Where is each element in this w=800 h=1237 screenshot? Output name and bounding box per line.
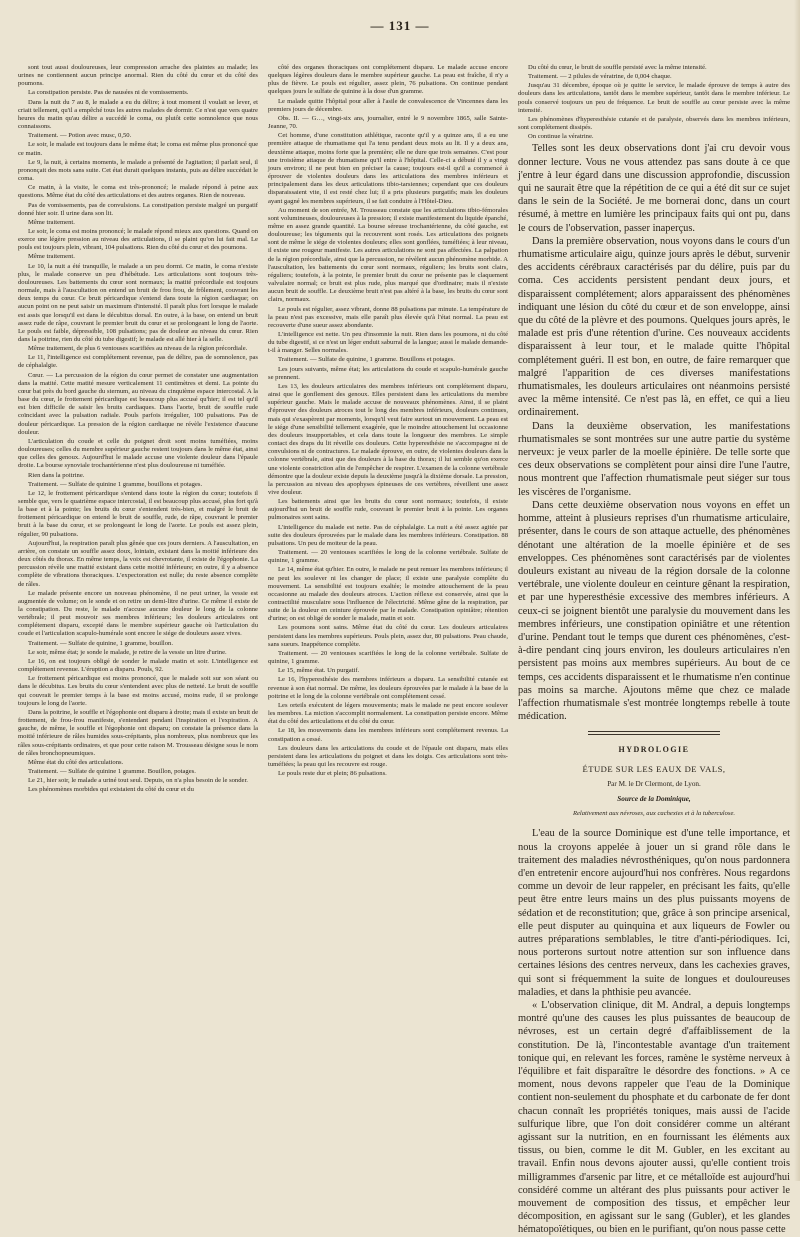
paragraph: Le 16, l'hyperesthésie des membres inférieurs a disparu. La sensibilité cutanée est revenue à son état normal. De même, les douleurs éprouvées par le malade à la base de la poitrine et le long de la colonne vertébrale ont complétement cessé. <box>268 676 508 700</box>
paragraph: Ce matin, à la visite, le coma est très-prononcé; le malade répond à peine aux questions. Même état du côté des articulations et des autres organes. Rien de nouveau. <box>18 184 258 200</box>
article-subtitle: Relativement aux névroses, aux cachexies et à la tuberculose. <box>572 810 736 818</box>
paragraph: Le soir, le coma est moins prononcé; le malade répond mieux aux questions. Quand on exerce une légère pression au niveau des articulations, il se plaint qu'on lui fait mal. Le pouls est toujours plein, vibrant, 104 pulsations. Rien du côté du cœur et des poumons. <box>18 227 258 252</box>
paragraph: Le soir, le malade est toujours dans le même état; le coma est même plus prononcé que ce matin. <box>18 141 258 157</box>
paragraph: Traitement. — Sulfate de quinine 1 gramme, bouillons et potages. <box>28 480 203 488</box>
paragraph: Pas de vomissements, pas de convulsions. La constipation persiste malgré un purgatif donné hier soir. Il urine dans son lit. <box>18 201 258 217</box>
paragraph: Le soir, même état; je sonde le malade, je retire de la vessie un litre d'urine. <box>28 648 227 656</box>
paragraph: Rien dans la poitrine. <box>28 471 85 479</box>
paragraph: Les jours suivants, même état; les articulations du coude et scapulo-humérale gauche se prennent. <box>268 365 508 381</box>
paragraph: Traitement. — 20 ventouses scarifiées le long de la colonne vertébrale. Sulfate de quinine, 1 gramme. <box>268 649 508 666</box>
column-2 <box>268 64 508 1237</box>
paragraph: Traitement. — Sulfate de quinine, 1 gramme. Bouillons et potages. <box>278 356 455 364</box>
paragraph: Dans cette deuxième observation nous voyons en effet un homme, atteint à plusieurs reprises d'un rhumatisme articulaire, présenter, dans le cours de son attaque actuelle, des phénomènes dénotant une altération de la moelle épinière et de ses enveloppes. Ces phénomènes sont caractérisés par de violentes douleurs existant au niveau de la région dorsale de la colonne vertébrale, une violente douleur en ceinture gênant la respiration, et par une hyperesthésie excessive des membres inférieurs. A ceux-ci se joignent bientôt une paralysie du mouvement dans les membres inférieurs, une constipation opiniâtre et une rétention d'urine. Pendant tout le temps que durent ces phénomènes, c'est-à-dire pendant cinq jours environ, les douleurs articulaires n'en persistent pas moins aux membres supérieurs. Au bout de ce temps, ces accidents disparaissent et le rhumatisme n'en continue pas moins sa marche. Ajoutons même que chez ce malade l'affection rhumatismale s'est montrée longtemps rebelle à toute médication. <box>518 499 790 723</box>
paragraph: Les douleurs dans les articulations du coude et de l'épaule ont disparu, mais elles persistent dans les articulations du poignet et dans les doigts. Ces articulations sont très-tuméfiées; la peau qui les recouvre est rouge. <box>268 744 508 768</box>
paragraph: Le 18, les mouvements dans les membres inférieurs sont complétement revenus. La constipation a cessé. <box>268 727 508 743</box>
paragraph: Le pouls est régulier, assez vibrant, donne 88 pulsations par minute. La température de la peau n'est pas excessive, mais elle paraît plus élevée qu'à l'état normal. La peau est recouverte d'une sueur assez abondante. <box>268 305 508 329</box>
paragraph: Le 15, même état. Un purgatif. <box>278 667 360 675</box>
article-byline: Par M. le Dr Clermont, de Lyon. <box>607 780 701 789</box>
paragraph: Dans la deuxième observation, les manifestations rhumatismales se sont montrées sur une autre partie du système nerveux: je veux parler de la moelle épinière. De telle sorte que ces deux observations se complètent pour ainsi dire l'une l'autre, nous montrent que l'affection rhumatismale peut siéger sur tous les viscères de l'organisme. <box>518 420 790 498</box>
article-title: ÉTUDE SUR LES EAUX DE VALS, <box>582 764 726 775</box>
paragraph: L'eau de la source Dominique est d'une telle importance, et nous la croyons appelée à jouer un si grand rôle dans le traitement des maladies névrosthéniques, qu'on nous pardonnera d'en entretenir encore aujourd'hui nos confrères. Nous regardons comme un devoir de leur rappeler, en précisant les faits, qu'elle peut être entre leurs mains un des plus puissants moyens de sédation et de reconstitution; que, grâce à son principe arsenical, elle peut disputer au quinquina et aux liqueurs de Fowler ou autres préparations semblables, le titre d'anti-périodiques. Ici, nous porterons surtout notre attention sur son influence dans certaines lésions des centres nerveux, dans les cachexies graves, qui sont si fréquemment la suite de longues et douloureuses maladies, et dans la phthisie peu avancée. <box>518 828 790 998</box>
paragraph: Traitement. — 2 pilules de vératrine, de 0,004 chaque. <box>528 73 672 81</box>
paragraph: Les phénomènes d'hyperesthésie cutanée et de paralysie, observés dans les membres inférieurs, sont complétement dissipés. <box>518 115 790 132</box>
paragraph: Aujourd'hui, la respiration paraît plus gênée que ces jours derniers. A l'auscultation, en arrière, on constate un souffle assez doux, lointain, existant dans la moitié inférieure des deux côtés du thorax. En même temps, la voix est chevrotante, il existe de l'égophonie. La percussion révèle une matité existant dans cette moitié inférieure; en outre, il y a absence complète de vibrations thoraciques. L'expectoration est nulle; du reste absence complète de râles. <box>18 539 258 588</box>
column-3-discussion <box>518 142 790 723</box>
paragraph: L'intelligence du malade est nette. Pas de céphalalgie. La nuit a été assez agitée par suite des douleurs éprouvées par le malade dans les membres inférieurs. Constipation. 88 pulsations. Un peu de moiteur de la peau. <box>268 523 508 547</box>
paragraph: Le malade quitte l'hôpital pour aller à l'asile de convalescence de Vincennes dans les premiers jours de décembre. <box>268 97 508 113</box>
column-1 <box>18 64 258 1237</box>
paragraph: Le malade présente encore un nouveau phénomène, il ne peut uriner, la vessie est augmentée de volume; on le sonde et on retire un demi-litre d'urine. Ce même il existe de la constipation. Du reste, le malade n'accuse aucune douleur le long de la colonne vertébrale; il peut mouvoir ses membres inférieurs; les douleurs articulaires ont complétement disparu, excepté dans le membre supérieur gauche où l'articulation du coude et l'articulation scapulo-humérale sont encore le siége de douleurs assez vives. <box>18 589 258 638</box>
paragraph: Du côté du cœur, le bruit de souffle persisté avec la même intensité. <box>528 64 707 71</box>
paragraph: Les 13, les douleurs articulaires des membres inférieurs ont complétement disparu, ainsi que le gonflement des genoux. Elles persistent dans les articulations du membre supérieur gauche. Mais le malade accuse de nouveaux phénomènes. Ainsi, il se plaint d'éprouver des douleurs atroces tout le long des membres inférieurs, douleurs continues, mais qui s'exaspèrent par moments, lorsqu'il veut faire surtout un mouvement. La peau est le siége d'une sensibilité tellement exagérée, que le moindre attouchement lui occasionne des douleurs insupportables, et cela dans toute la longueur des membres. Le simple contact des draps du lit réveille ces douleurs. Cette hyperesthésie ne s'accompagne ni de convulsions ni de contractures. Le malade éprouve, en outre, de violentes douleurs dans la colonne vertébrale, ainsi que des douleurs à la base du thorax; il lui semble qu'on exerce une violente constriction afin de l'empêcher de respirer. L'examen de la colonne vertébrale démontre que la douleur existe depuis la deuxième jusqu'à la dixième dorsale. La pression, la percussion au niveau des apophyses épineuses de ces vertèbres, réveillent une assez vive douleur. <box>268 382 508 496</box>
paragraph: Les poumons sont sains. Même état du côté du cœur. Les douleurs articulaires persistent dans les membres supérieurs. Pouls plein, assez dur, 80 pulsations. Peau chaude, sans sueurs. Inappétence complète. <box>268 624 508 648</box>
paragraph: Même état du côté des articulations. <box>28 758 124 766</box>
paragraph: Le frottement péricardique est moins prononcé, que le malade soit sur son séant ou dans le décubitus. Les bruits du cœur s'entendent avec plus de netteté. Le bruit de souffle qui couvrait le premier temps à la base est moins accusé, moins rude, il se prolonge toujours le long de l'aorte. <box>18 675 258 707</box>
paragraph: Jusqu'au 31 décembre, époque où je quitte le service, le malade éprouve de temps à autre des douleurs dans les articulations, tantôt dans le membre supérieur, tantôt dans le membre inférieur. Le pouls conservé toujours un peu de fréquence. Le bruit de souffle au cœur persiste avec la même intensité. <box>518 82 790 114</box>
paragraph: « L'observation clinique, dit M. Andral, a depuis longtemps montré qu'une des causes les plus puissantes de beaucoup de névroses, est un certain degré d'affaiblissement de la constitution. De là, l'incontestable avantage d'un traitement tonique qui, en relevant les forces, ramène le système nerveux à l'équilibre et fait disparaître le désordre des fonctions. » A ce moment, nous devons rappeler que l'eau de la Dominique contient non-seulement du phosphate et du carbonate de fer dont chacun connaît les propriétés toniques, mais aussi de l'acide sulfurique libre, que l'on doit considérer comme un altérant agissant sur la nutrition, en en fournissant les éléments aux tissus, ou bien, comme le dit M. Gubler, en les excitant au travail. Enfin nous devons ajouter aussi, qu'elle contient trois milligrammes d'arsenic par litre, et ce métalloïde est aujourd'hui considéré comme un altérant des plus puissants pour activer le mouvement de composition des tissus, et empêcher leur décomposition, en agissant sur le sang (Gubler), et les glandes hématopoïétiques, ou bien en le purifiant, qu'on nous passe cette <box>518 999 790 1236</box>
paragraph: Les orteils exécutent de légers mouvements; mais le malade ne peut encore soulever les membres. La miction s'accomplit normalement. La constipation persiste encore. Même état du côté des articulations et du côté du cœur. <box>268 701 508 726</box>
paragraph: L'articulation du coude et celle du poignet droit sont moins tuméfiées, moins douloureuses; celles du membre supérieur gauche restent toujours dans le même état, ainsi que celles des genoux. Aujourd'hui le malade accuse une violente douleur dans l'épaule droite. La bourse synoviale trochantérienne n'est plus douloureuse ni tuméfiée. <box>18 437 258 470</box>
paragraph: Dans la poitrine, le souffle et l'égophonie ont disparu à droite; mais il existe un bruit de frottement, de frou-frou manifeste, s'entendant pendant l'inspiration et l'expiration. A gauche, de même, le souffle et l'égophonie ont disparu; on constate la présence dans la moitié inférieure de râles humides sous-crépitants, plus nombreux, plus nombreux que les râles sous-crépitants ordinaires, et que pour cette raison M. Trousseau désigne sous le nom de râles bronchopneumiques. <box>18 708 258 757</box>
paragraph: Traitement. — Potion avec musc, 0,50. <box>28 132 132 140</box>
paragraph: Le 12, le frottement péricardique s'entend dans toute la région du cœur; toutefois il semble que, vers le quatrième espace intercostal, il est beaucoup plus accusé, plus fort qu'à la base et à la pointe; les bruits du cœur s'entendent très-bien, et malgré le bruit de frottement péricardique on entend le bruit de souffle, rude, de râpe, couvrant le premier bruit à la base du cœur, et se prolongeant le long de l'aorte. Le pouls est assez plein, régulier, 90 pulsations. <box>18 489 258 538</box>
column-3-article <box>518 827 790 1236</box>
paragraph: Obs. II. — G…, vingt-six ans, journalier, entré le 9 novembre 1865, salle Sainte-Jeanne, 70. <box>268 114 508 131</box>
paragraph: Traitement. — Sulfate de quinine 1 gramme. Bouillon, potages. <box>28 767 196 775</box>
paragraph: L'intelligence est nette. Un peu d'insomnie la nuit. Rien dans les poumons, ni du côté du tube digestif, si ce n'est un léger enduit saburral de la langue; aussi le malade demande-t-il à manger. Selles normales. <box>268 331 508 355</box>
paragraph: Les battements ainsi que les bruits du cœur sont normaux; toutefois, il existe aujourd'hui un bruit de souffle rude, couvrant le premier bruit à la pointe. Les organes pulmonaires sont sains. <box>268 498 508 522</box>
paragraph: Même traitement. <box>28 253 75 261</box>
paragraph: Telles sont les deux observations dont j'ai cru devoir vous donner lecture. Vous ne vous attendez pas sans doute à ce que j'entre à leur égard dans une discussion approfondie, discussion qui ne saurait être que la répétition de ce qui a été dit sur ce sujet dans le sein de la Société. Je me bornerai donc, dans un court résumé, à mettre en lumière les principaux faits qui ont pu, dans le cours de l'observation, passer inaperçus. <box>518 143 790 234</box>
paragraph: Cœur. — La percussion de la région du cœur permet de constater une augmentation dans la matité. Cette matité mesure verticalement 11 centimètres et demi. La pointe du cœur bat près du bord gauche du sternum, au niveau du cinquième espace intercostal. A la base du cœur, le frottement péricardique est beaucoup plus accusé qu'hier; il est tel qu'il est bien difficile de saisir les bruits cardiaques. Dans l'aorte, bruit de souffle rude coïncidant avec la pulsation radiale. Pouls parfois irrégulier, 100 pulsations. Pas de douleur péricardique. La pression de la région cardiaque ne révèle l'existence d'aucune douleur. <box>18 371 258 436</box>
paragraph: côté des organes thoraciques ont complétement disparu. Le malade accuse encore quelques légères douleurs dans le membre supérieur gauche. La peau est fraîche, il n'y a plus de fièvre. Le pouls est régulier, assez plein, 76 pulsations. On continue pendant quelques jours le sulfate de quinine à la dose d'un gramme. <box>268 64 508 96</box>
section-title: HYDROLOGIE <box>618 745 690 755</box>
paragraph: Dans la nuit du 7 au 8, le malade a eu du délire; à tout moment il voulait se lever, et criait tellement, qu'il a empêché tous les autres malades de dormir. Ce n'est que vers quatre heures du matin qu'au délire a succédé le coma, ou plutôt cette somnolence que nous connaissons. <box>18 98 258 131</box>
paragraph: La constipation persiste. Pas de nausées ni de vomissements. <box>28 89 189 97</box>
paragraph: Cet homme, d'une constitution athlétique, raconte qu'il y a quinze ans, il a eu une première attaque de rhumatisme qui l'a tenu pendant deux mois au lit. Il y a deux ans, deuxième attaque, moins forte que la première; elle ne dure que trois semaines. C'est pour une troisième attaque de rhumatisme qu'il entre à l'hôpital. Celle-ci a débuté il y a vingt jours environ; il ne peut bien en préciser la cause; toujours est-il qu'il a commencé à éprouver de violentes douleurs dans les articulations des membres inférieurs et principalement dans les deux articulations tibio-tarsiennes; cependant que ces douleurs disparaissaient vite, il est resté chez lui; il a pris plusieurs purgatifs; mais les douleurs ayant gagné les membres supérieurs, il se fait conduire à l'Hôtel-Dieu. <box>268 132 508 205</box>
page-crease-shadow <box>794 0 800 1181</box>
columns <box>18 64 790 1236</box>
paragraph: Même traitement. <box>28 218 75 226</box>
paragraph: Le 10, la nuit a été tranquille, le malade a un peu dormi. Ce matin, le coma n'existe plus, le malade conserve un peu d'hébétude. Les articulations sont toujours très-douloureuses. Les battements du cœur sont normaux; la matité précordiale est toujours normale, mais à l'auscultation on entend un bruit de frou frou, de frôlement, couvrant les deux temps du cœur. Ce bruit péricardique s'entend dans toute la région cardiaque; on aucun point on ne peut saisir un maximum d'intensité. Il paraît plus fort lorsque le malade est assis que lorsqu'il est dans le décubitus dorsal. En outre, à la base, on entend un bruit assez rude de râpe, couvrant le premier bruit du cœur et se prolongeant le long de l'aorte. Le pouls est faible, dépressible, 108 pulsations; pas de douleur au niveau du cœur. Rien dans la poitrine, rien du côté du tube digestif; le malade est allé hier à la selle. <box>18 262 258 343</box>
section-rule-bottom <box>588 734 720 735</box>
paragraph: Le pouls reste dur et plein; 86 pulsations. <box>278 770 387 778</box>
paragraph: Le 9, la nuit, à certains moments, le malade a présenté de l'agitation; il parlait seul, il prononçait des mots sans suite. Cet état durait quelques instants, puis au délire succédait le coma. <box>18 158 258 183</box>
paragraph: Le 14, même état qu'hier. En outre, le malade ne peut remuer les membres inférieurs; il ne peut les soulever ni les changer de place; il existe une paralysie complète du mouvement. La sensibilité est toujours exaltée; le moindre attouchement de la peau occasionne au malade des douleurs atroces. L'action réflexe est conservée, ainsi que la contractilité musculaire sous l'influence de l'électricité. Même gêne de la respiration, par suite de la douleur en ceinture éprouvée par le malade. Constipation opiniâtre; rétention d'urine; on est obligé de sonder le malade, matin et soir. <box>268 566 508 623</box>
paragraph: Le 16, on est toujours obligé de sonder le malade matin et soir. L'intelligence est complétement revenue. L'éruption a disparu. Pouls, 92. <box>18 657 258 674</box>
paragraph: Dans la première observation, nous voyons dans le cours d'un rhumatisme articulaire aigu, quinze jours après le début, survenir des accidents cérébraux caractérisés par du délire, puis par du coma. Ces accidents persistent pendant deux jours, et disparaissent complétement; alors apparaissent des phénomènes indiquant une lésion du côté du cœur et de son enveloppe, ainsi que du côté de la plèvre et des poumons. Quelques jours après, le malade est pris d'une rétention d'urine. Ces nouveaux accidents disparaissent à leur tour, et le malade quitte l'hôpital complétement guéri. Il est bon, en outre, de faire remarquer que malgré l'apparition de ces diverses manifestations rhumatismales, les douleurs articulaires ont néanmoins persisté avec la même intensité. Ce n'est pas là, en effet, ce qui a lieu ordinairement. <box>518 235 790 419</box>
paragraph: Traitement. — Sulfate de quinine, 1 gramme, bouillon. <box>28 639 173 647</box>
column-3 <box>518 64 790 1237</box>
paragraph: Les phénomènes morbides qui existaient du côté du cœur et du <box>28 786 194 794</box>
column-3-observation-end <box>518 64 790 141</box>
paragraph: Même traitement, de plus 6 ventouses scarifiées au niveau de la région précordiale. <box>28 345 248 353</box>
paragraph: Au moment de son entrée, M. Trousseau constate que les articulations tibio-fémorales sont volumineuses, douloureuses à la pression; il existe manifestement du liquide épanché, même en assez grande quantité. La bourse séreuse trochantérienne, du côté gauche, est douloureuse; les téguments qui la recouvrent sont rosés. Les articulations des poignets sont de même le siége de violentes douleurs; elles sont gonflées, tuméfiées; à leur niveau, il existe une rougeur manifeste. Les autres articulations ne sont pas affectées. La palpation de la région précordiale, ainsi que la percussion, ne révèlent aucun phénomène morbide. A l'auscultation, les battements du cœur sont normaux, réguliers; les bruits sont clairs, réguliers; toutefois, à la pointe, le premier bruit du cœur ne présente pas le claquement valvulaire normal; ce bruit est plus rude, plus marqué que d'ordinaire; mais il n'existe aucun bruit de souffle. Le deuxième bruit n'est pas altéré à la base, les bruits du cœur sont clairs, normaux. <box>268 206 508 304</box>
page-number: — 131 — <box>370 18 430 33</box>
article-source: Source de la Dominique, <box>617 795 691 804</box>
paragraph: On continue la vératrine. <box>528 133 594 141</box>
paragraph: Traitement. — 20 ventouses scarifiées le long de la colonne vertébrale. Sulfate de quinine, 1 gramme. <box>268 549 508 565</box>
paragraph: sont tout aussi douloureuses, leur compression arrache des plaintes au malade; les urines ne contiennent aucun principe anormal. Rien du côté du cœur et du côté des poumons. <box>18 64 258 88</box>
paragraph: Le 21, hier soir, le malade a uriné tout seul. Depuis, on n'a plus besoin de le sonder. <box>28 777 248 785</box>
paragraph: Le 11, l'intelligence est complétement revenue, pas de délire, pas de somnolence, pas de céphalalgie. <box>18 354 258 370</box>
section-rule-top <box>588 731 720 732</box>
